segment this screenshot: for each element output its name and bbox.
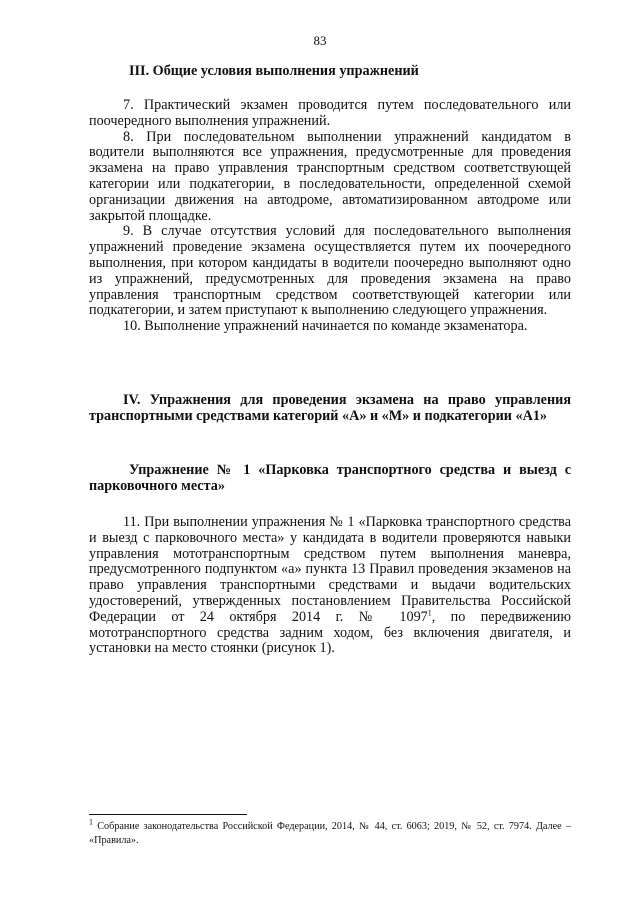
exercise-1-block <box>89 463 571 495</box>
paragraph-7: 7. Практический экзамен проводится путем последовательного или поочередного выполнения упражнений. <box>89 97 571 129</box>
paragraph-11-text: 11. При выполнении упражнения № 1 «Парковка транспортного средства и выезд с парковочного места» у кандидата в водители проверяются навыки управления мототранспортным средством путем выполнения маневра, предусмотренного подпунктом «а» пункта 13 Правил проведения экзаменов на право управления транспортными средствами и выдачи водительских удостоверений, утвержденных постановлением Правительства Российской Федерации от 24 октября 2014 г. № 1097 <box>89 514 571 625</box>
section-3-body <box>89 98 571 335</box>
footnote-mark: 1 <box>89 817 93 827</box>
section-4 <box>89 393 571 425</box>
footnote <box>89 817 571 848</box>
paragraph-11-block <box>89 515 571 657</box>
section-4-heading: IV. Упражнения для проведения экзамена на право управления транспортными средствами категорий «А» и «М» и подкатегории «А1» <box>89 392 571 424</box>
paragraph-11-text-end: , по передвижению мототранспортного средства задним ходом, без включения двигателя, и установки на место стоянки (рисунок 1). <box>89 608 571 657</box>
footnote-divider <box>89 814 247 815</box>
paragraph-10: 10. Выполнение упражнений начинается по команде экзаменатора. <box>123 318 528 335</box>
footnote-ref: 1 <box>427 608 432 618</box>
footnote-text: Собрание законодательства Российской Федерации, 2014, № 44, ст. 6063; 2019, № 52, ст. 7974. Далее – «Правила». <box>89 821 571 846</box>
section-3-heading: III. Общие условия выполнения упражнений <box>129 63 419 79</box>
paragraph-11 <box>89 515 571 657</box>
page-number: 83 <box>313 33 327 48</box>
section-3 <box>89 64 571 80</box>
paragraph-8: 8. При последовательном выполнении упражнений кандидатом в водители выполняются все упражнения, предусмотренные для проведения экзамена на право управления транспортным средством соответствующей категории или подкатегории, в последовательности, определенной схемой организации движения на автодроме, автоматизированном автодроме или закрытой площадке. <box>89 128 571 224</box>
paragraph-9: 9. В случае отсутствия условий для последовательного выполнения упражнений проведение экзамена осуществляется путем их поочередного выполнения, при котором кандидаты в водители поочередно выполняют одно из упражнений, предусмотренных для проведения экзамена на право управления транспортным средством соответствующей категории или подкатегории, и затем приступают к выполнению следующего упражнения. <box>89 223 571 319</box>
exercise-1-heading: Упражнение № 1 «Парковка транспортного средства и выезд с парковочного места» <box>89 462 571 494</box>
